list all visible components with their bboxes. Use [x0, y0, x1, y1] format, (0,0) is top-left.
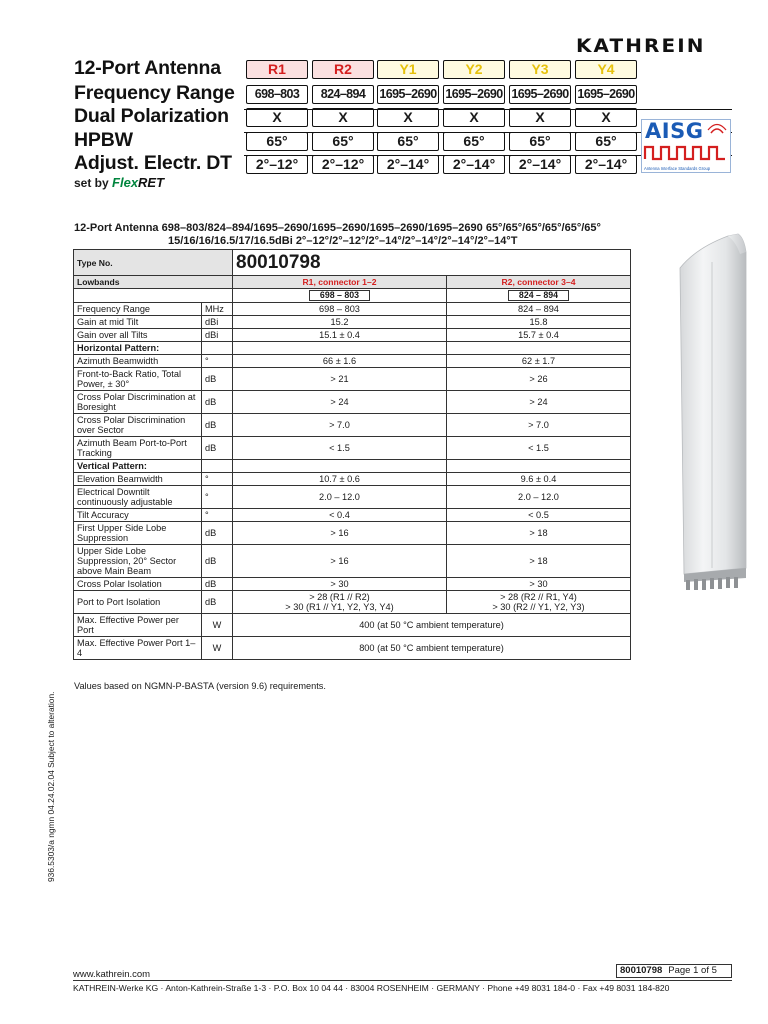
- power-value: 400 (at 50 °C ambient temperature): [233, 614, 631, 637]
- port-label: R1: [246, 60, 308, 79]
- value-r2: 2.0 – 12.0: [446, 486, 630, 509]
- row-unit: dB: [202, 578, 233, 591]
- row-label: Cross Polar Discrimination at Boresight: [74, 391, 202, 414]
- band-label: 698 – 803: [309, 290, 370, 301]
- value-r2: < 1.5: [446, 437, 630, 460]
- title-line-1: 12-Port Antenna 698–803/824–894/1695–2690/1695–2690/1695–2690/1695–2690 65°/65°/65°/65°/65°/65°: [74, 222, 601, 234]
- spec-row-values: [244, 132, 640, 152]
- row-label: Front-to-Back Ratio, Total Power, ± 30°: [74, 368, 202, 391]
- value-r2: > 30: [446, 578, 630, 591]
- flexret-flex: Flex: [112, 175, 139, 190]
- spec-row-label: HPBW: [74, 129, 133, 151]
- spec-value: X: [377, 108, 439, 127]
- value-r2: > 18: [446, 545, 630, 578]
- row-label: Azimuth Beamwidth: [74, 355, 202, 368]
- value-r1: 2.0 – 12.0: [233, 486, 447, 509]
- row-label: Upper Side Lobe Suppression, 20° Sector above Main Beam: [74, 545, 202, 578]
- type-number-label: Type No.: [74, 250, 233, 276]
- side-reference-text: 936.5303/a ngmn 04.24.02.04 Subject to alteration.: [46, 691, 56, 882]
- value-r2: < 0.5: [446, 509, 630, 522]
- spec-row: [74, 82, 640, 107]
- table-row: [74, 473, 631, 486]
- isolation-line: > 28 (R1 // R2): [309, 592, 370, 602]
- lowbands-label: Lowbands: [74, 276, 233, 289]
- spec-row-label: Frequency Range: [74, 82, 235, 104]
- spec-row: [74, 105, 640, 130]
- value-r1: > 24: [233, 391, 447, 414]
- spec-row-values: [244, 108, 640, 128]
- section-heading: Vertical Pattern:: [74, 460, 202, 473]
- connector-r1: R1, connector 1–2: [233, 276, 447, 289]
- spec-value: 65°: [377, 132, 439, 151]
- row-unit: W: [202, 637, 233, 660]
- table-row: [74, 303, 631, 316]
- spec-row: [74, 129, 640, 154]
- spec-value: 65°: [443, 132, 505, 151]
- footer-divider: [73, 980, 732, 981]
- row-unit: dB: [202, 368, 233, 391]
- value-r1: 15.1 ± 0.4: [233, 329, 447, 342]
- spec-value: X: [575, 108, 637, 127]
- row-label: Gain at mid Tilt: [74, 316, 202, 329]
- band-cell: [446, 289, 630, 303]
- row-unit: °: [202, 473, 233, 486]
- spec-row-label: 12-Port Antenna: [74, 57, 221, 79]
- value-r2: > 18: [446, 522, 630, 545]
- value-r1: 66 ± 1.6: [233, 355, 447, 368]
- spec-value: 65°: [246, 132, 308, 151]
- spec-value: 2°–12°: [246, 155, 308, 174]
- table-row: [74, 614, 631, 637]
- table-row: [74, 250, 631, 276]
- spec-value: 1695–2690: [575, 85, 637, 104]
- spec-value: 65°: [509, 132, 571, 151]
- value-r2: 62 ± 1.7: [446, 355, 630, 368]
- row-label: Max. Effective Power Port 1–4: [74, 637, 202, 660]
- spec-value: 1695–2690: [377, 85, 439, 104]
- spec-row-label: Adjust. Electr. DT: [74, 152, 232, 174]
- spec-value: 2°–14°: [575, 155, 637, 174]
- value-r1: 698 – 803: [233, 303, 447, 316]
- row-unit: dBi: [202, 316, 233, 329]
- footnote: Values based on NGMN-P-BASTA (version 9.6) requirements.: [74, 681, 326, 691]
- flexret-logo: [112, 175, 164, 190]
- table-row: [74, 437, 631, 460]
- spec-value: 2°–14°: [443, 155, 505, 174]
- value-r2: > 7.0: [446, 414, 630, 437]
- value-r1: 10.7 ± 0.6: [233, 473, 447, 486]
- row-label: Cross Polar Discrimination over Sector: [74, 414, 202, 437]
- row-unit: dB: [202, 437, 233, 460]
- section-heading: Horizontal Pattern:: [74, 342, 202, 355]
- row-label: Tilt Accuracy: [74, 509, 202, 522]
- empty-cell: [233, 460, 447, 473]
- connector-r2: R2, connector 3–4: [446, 276, 630, 289]
- value-r2: 824 – 894: [446, 303, 630, 316]
- row-label: Azimuth Beam Port-to-Port Tracking: [74, 437, 202, 460]
- spec-row: [74, 152, 640, 177]
- isolation-line: > 30 (R1 // Y1, Y2, Y3, Y4): [285, 602, 394, 612]
- empty-cell: [74, 289, 233, 303]
- table-row: [74, 355, 631, 368]
- value-r1: > 16: [233, 522, 447, 545]
- value-r1: 15.2: [233, 316, 447, 329]
- value-r1: > 30: [233, 578, 447, 591]
- row-unit: W: [202, 614, 233, 637]
- row-label: Elevation Beamwidth: [74, 473, 202, 486]
- row-label: Gain over all Tilts: [74, 329, 202, 342]
- spec-divider: [244, 109, 732, 110]
- antenna-image: [676, 222, 752, 602]
- table-row: [74, 368, 631, 391]
- value-r2: 9.6 ± 0.4: [446, 473, 630, 486]
- empty-cell: [446, 460, 630, 473]
- port-label: Y3: [509, 60, 571, 79]
- type-number: 80010798: [233, 250, 631, 276]
- spec-value: X: [509, 108, 571, 127]
- spec-value: 1695–2690: [443, 85, 505, 104]
- brand-text: KATHREIN: [576, 35, 706, 57]
- row-label: First Upper Side Lobe Suppression: [74, 522, 202, 545]
- aisg-text: AISG: [645, 119, 704, 143]
- row-label: Cross Polar Isolation: [74, 578, 202, 591]
- title-line-2: 15/16/16/16.5/17/16.5dBi 2°–12°/2°–12°/2°–14°/2°–14°/2°–14°/2°–14°T: [168, 235, 518, 247]
- value-r1: > 16: [233, 545, 447, 578]
- isolation-line: > 28 (R2 // R1, Y4): [500, 592, 577, 602]
- antenna-illustration: [676, 222, 752, 602]
- table-row: [74, 460, 631, 473]
- set-by-label: set by: [74, 176, 109, 190]
- spec-value: X: [443, 108, 505, 127]
- table-row: [74, 342, 631, 355]
- value-r2: [446, 591, 630, 614]
- port-label: Y4: [575, 60, 637, 79]
- spec-value: 2°–14°: [377, 155, 439, 174]
- table-row: [74, 486, 631, 509]
- spec-value: X: [312, 108, 374, 127]
- table-row: [74, 637, 631, 660]
- spec-row-values: [244, 60, 640, 80]
- table-row: [74, 509, 631, 522]
- set-by-flexret: [74, 175, 164, 190]
- product-title: [74, 222, 634, 248]
- row-unit: dB: [202, 414, 233, 437]
- spec-row-label: Dual Polarization: [74, 105, 229, 127]
- spec-value: 2°–12°: [312, 155, 374, 174]
- table-row: [74, 316, 631, 329]
- row-unit: °: [202, 509, 233, 522]
- row-label: Max. Effective Power per Port: [74, 614, 202, 637]
- table-row: [74, 329, 631, 342]
- spec-row-values: [244, 85, 640, 105]
- row-unit: dBi: [202, 329, 233, 342]
- table-row: [74, 522, 631, 545]
- kathrein-logo: [576, 36, 732, 56]
- spec-value: 824–894: [312, 85, 374, 104]
- value-r2: 15.7 ± 0.4: [446, 329, 630, 342]
- table-row: [74, 591, 631, 614]
- row-label: Electrical Downtilt continuously adjustable: [74, 486, 202, 509]
- band-cell: [233, 289, 447, 303]
- value-r1: > 7.0: [233, 414, 447, 437]
- port-label: R2: [312, 60, 374, 79]
- row-unit: °: [202, 486, 233, 509]
- value-r2: > 26: [446, 368, 630, 391]
- spec-value: X: [246, 108, 308, 127]
- row-unit: MHz: [202, 303, 233, 316]
- empty-cell: [233, 342, 447, 355]
- spec-value: 2°–14°: [509, 155, 571, 174]
- power-value: 800 (at 50 °C ambient temperature): [233, 637, 631, 660]
- spec-row-values: [244, 155, 640, 175]
- company-address: KATHREIN-Werke KG · Anton-Kathrein-Straße 1-3 · P.O. Box 10 04 44 · 83004 ROSENHEIM · GERMANY · Phone +49 8031 184-0 · Fax +49 8031 184-820: [73, 983, 670, 993]
- page-number: Page 1 of 5: [668, 965, 717, 976]
- empty-cell: [202, 342, 233, 355]
- value-r1: < 1.5: [233, 437, 447, 460]
- doc-number: 80010798: [620, 965, 663, 976]
- isolation-line: > 30 (R2 // Y1, Y2, Y3): [492, 602, 585, 612]
- table-row: [74, 289, 631, 303]
- value-r2: 15.8: [446, 316, 630, 329]
- empty-cell: [202, 460, 233, 473]
- row-label: Port to Port Isolation: [74, 591, 202, 614]
- table-row: [74, 391, 631, 414]
- row-unit: dB: [202, 591, 233, 614]
- value-r1: [233, 591, 447, 614]
- specification-table: [73, 249, 631, 660]
- value-r2: > 24: [446, 391, 630, 414]
- row-unit: dB: [202, 522, 233, 545]
- row-label: Frequency Range: [74, 303, 202, 316]
- flexret-ret: RET: [138, 175, 165, 190]
- page-indicator: [616, 964, 732, 978]
- table-row: [74, 545, 631, 578]
- empty-cell: [446, 342, 630, 355]
- row-unit: dB: [202, 391, 233, 414]
- aisg-logo: [641, 119, 731, 173]
- spec-value: 65°: [312, 132, 374, 151]
- website-link[interactable]: www.kathrein.com: [73, 969, 151, 980]
- value-r1: < 0.4: [233, 509, 447, 522]
- aisg-subtitle: Antenna Interface Standards Group: [644, 166, 711, 171]
- row-unit: dB: [202, 545, 233, 578]
- port-label: Y2: [443, 60, 505, 79]
- band-label: 824 – 894: [508, 290, 569, 301]
- table-row: [74, 414, 631, 437]
- spec-value: 65°: [575, 132, 637, 151]
- row-unit: °: [202, 355, 233, 368]
- spec-value: 698–803: [246, 85, 308, 104]
- spec-value: 1695–2690: [509, 85, 571, 104]
- table-row: [74, 276, 631, 289]
- value-r1: > 21: [233, 368, 447, 391]
- table-row: [74, 578, 631, 591]
- spec-row: [74, 57, 640, 82]
- port-label: Y1: [377, 60, 439, 79]
